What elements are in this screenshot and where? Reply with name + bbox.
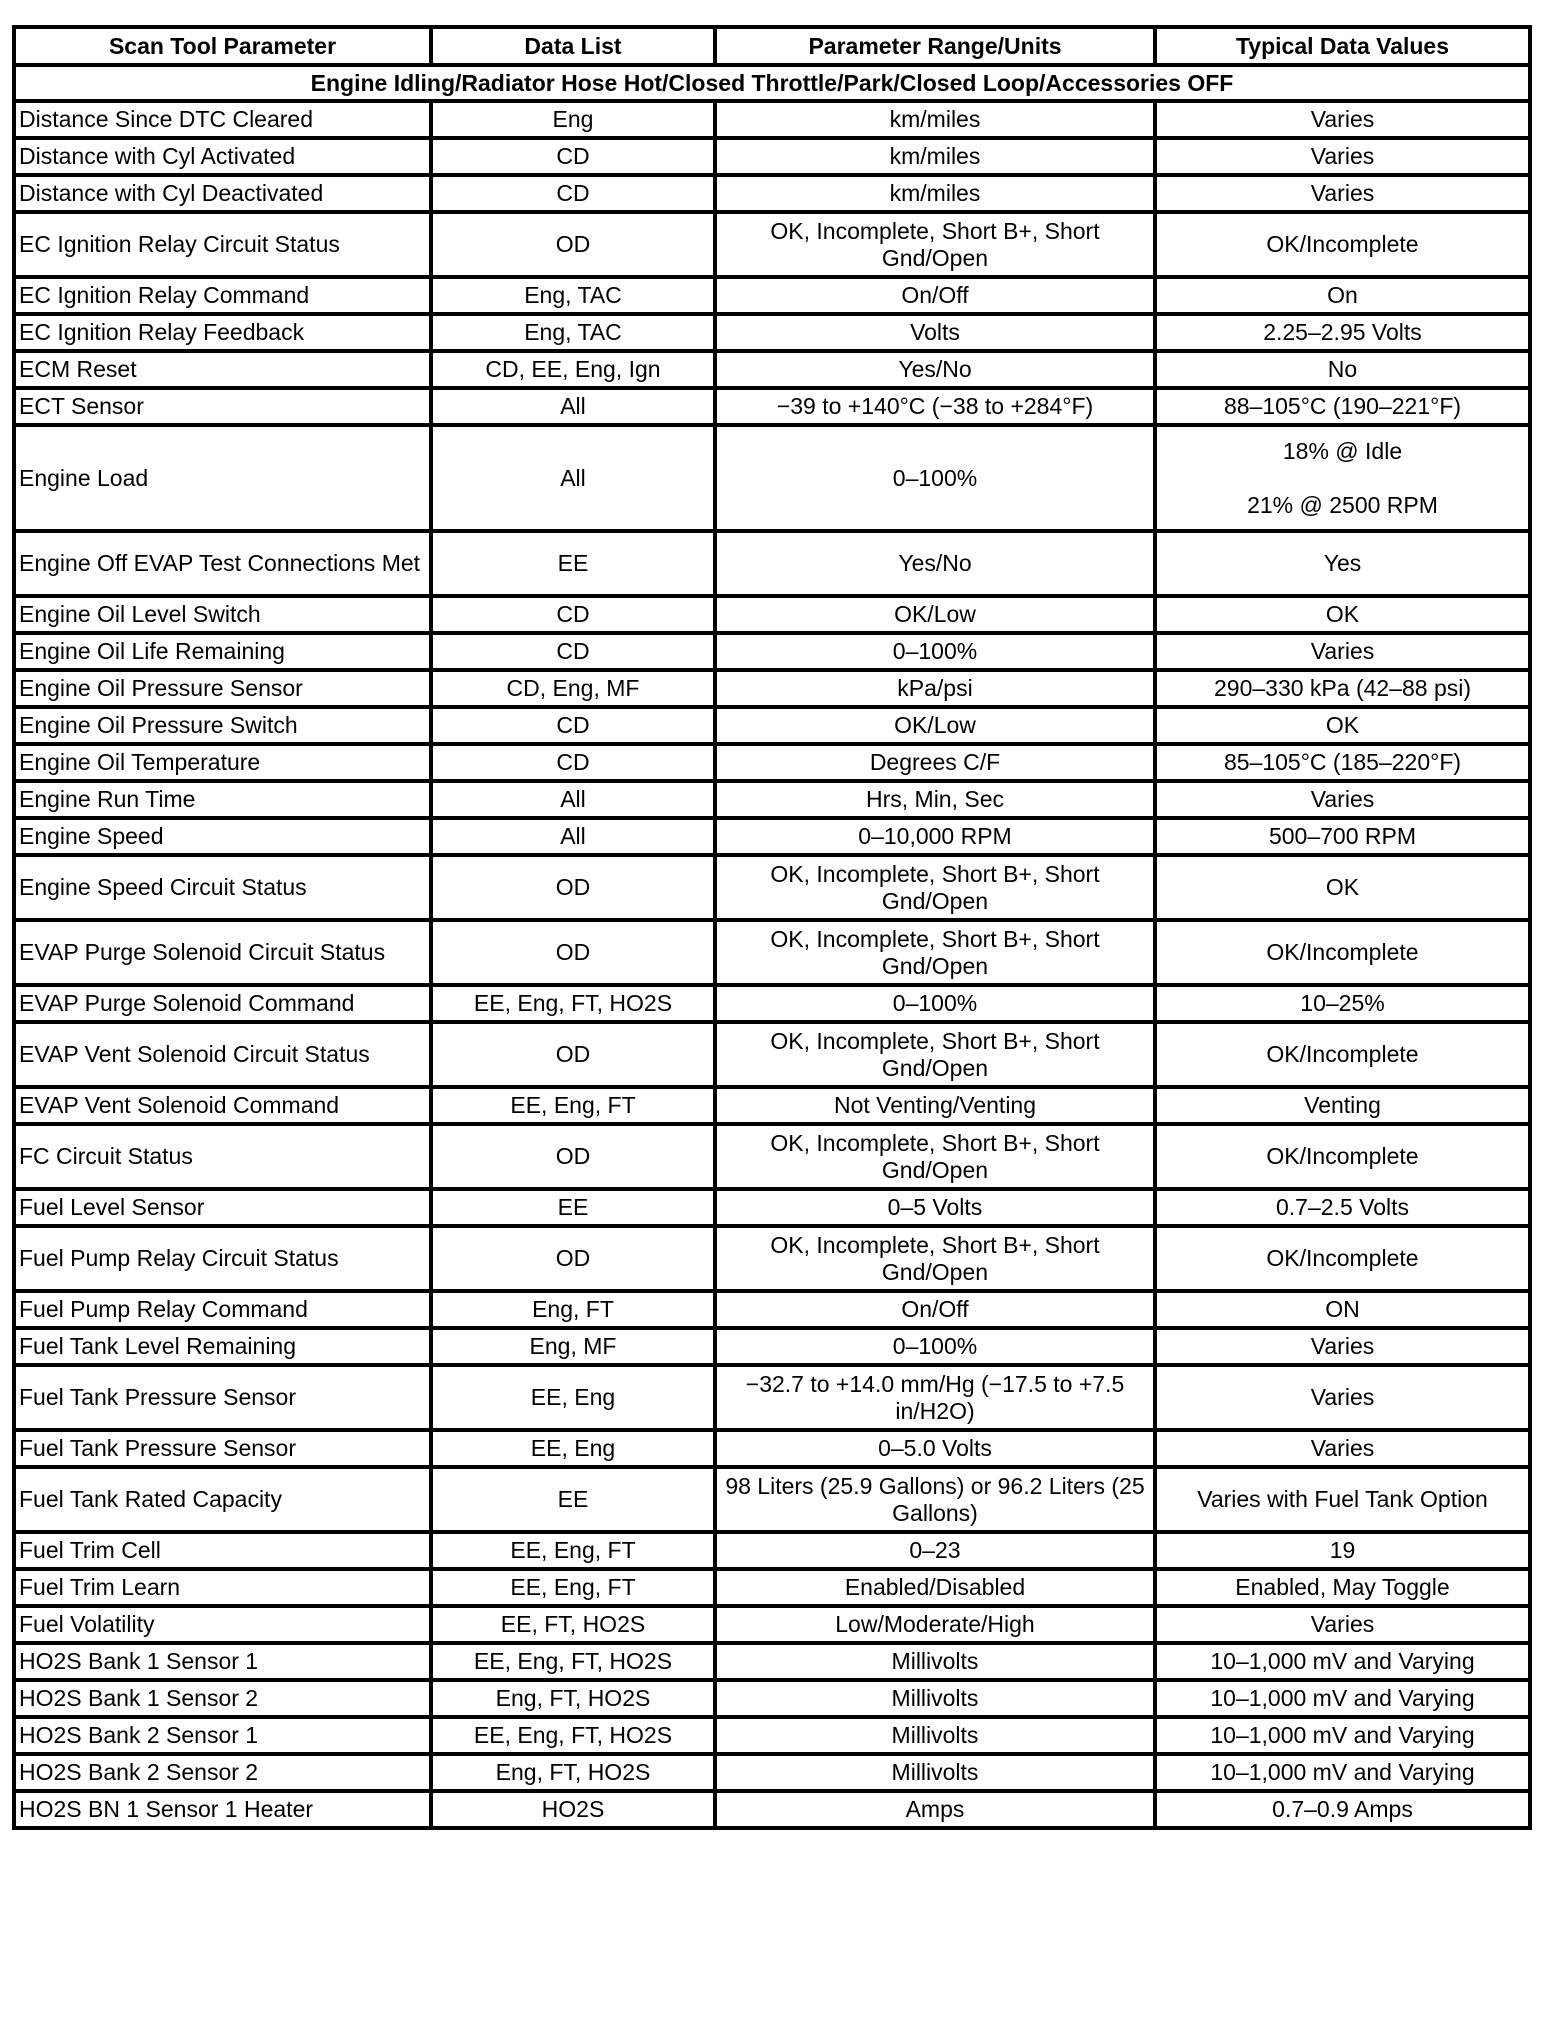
- cell-range-units: OK, Incomplete, Short B+, Short Gnd/Open: [715, 1124, 1155, 1189]
- line-gap: [1161, 465, 1524, 492]
- column-header-parameter: Scan Tool Parameter: [14, 27, 431, 65]
- cell-typical-values: 290–330 kPa (42–88 psi): [1155, 670, 1530, 707]
- cell-data-list: EE, Eng: [431, 1430, 715, 1467]
- cell-typical-values: Varies: [1155, 1606, 1530, 1643]
- cell-typical-values: Varies: [1155, 175, 1530, 212]
- cell-typical-values: Varies: [1155, 781, 1530, 818]
- cell-range-units: 98 Liters (25.9 Gallons) or 96.2 Liters (25 Gallons): [715, 1467, 1155, 1532]
- cell-typical-values: Varies: [1155, 1430, 1530, 1467]
- table-row: [14, 1189, 1530, 1226]
- cell-parameter: Fuel Tank Pressure Sensor: [14, 1430, 431, 1467]
- cell-range-units: Amps: [715, 1791, 1155, 1828]
- table-row: [14, 633, 1530, 670]
- cell-typical-values: 19: [1155, 1532, 1530, 1569]
- cell-parameter: ECT Sensor: [14, 388, 431, 425]
- cell-data-list: CD: [431, 175, 715, 212]
- cell-range-units: Yes/No: [715, 531, 1155, 596]
- cell-parameter: Distance Since DTC Cleared: [14, 101, 431, 138]
- cell-parameter: HO2S Bank 1 Sensor 2: [14, 1680, 431, 1717]
- cell-data-list: EE, Eng: [431, 1365, 715, 1430]
- cell-parameter: EC Ignition Relay Command: [14, 277, 431, 314]
- cell-parameter: Fuel Tank Level Remaining: [14, 1328, 431, 1365]
- table-row: [14, 101, 1530, 138]
- cell-parameter: Engine Oil Pressure Switch: [14, 707, 431, 744]
- table-row: [14, 531, 1530, 596]
- cell-range-units: 0–100%: [715, 985, 1155, 1022]
- cell-typical-values: 85–105°C (185–220°F): [1155, 744, 1530, 781]
- cell-parameter: HO2S Bank 2 Sensor 1: [14, 1717, 431, 1754]
- cell-typical-values: OK: [1155, 707, 1530, 744]
- cell-range-units: 0–5 Volts: [715, 1189, 1155, 1226]
- cell-typical-values: [1155, 425, 1530, 531]
- cell-range-units: Hrs, Min, Sec: [715, 781, 1155, 818]
- cell-range-units: Millivolts: [715, 1680, 1155, 1717]
- cell-data-list: EE, Eng, FT, HO2S: [431, 985, 715, 1022]
- cell-data-list: All: [431, 425, 715, 531]
- table-row: [14, 212, 1530, 277]
- cell-range-units: Enabled/Disabled: [715, 1569, 1155, 1606]
- cell-range-units: 0–23: [715, 1532, 1155, 1569]
- cell-data-list: Eng, FT, HO2S: [431, 1680, 715, 1717]
- test-condition-row: [14, 65, 1530, 101]
- cell-parameter: Distance with Cyl Activated: [14, 138, 431, 175]
- cell-typical-values: OK/Incomplete: [1155, 1226, 1530, 1291]
- table-row: [14, 1365, 1530, 1430]
- table-row: [14, 175, 1530, 212]
- cell-data-list: CD, EE, Eng, Ign: [431, 351, 715, 388]
- table-row: [14, 818, 1530, 855]
- cell-range-units: km/miles: [715, 138, 1155, 175]
- cell-range-units: Millivolts: [715, 1643, 1155, 1680]
- scan-tool-data-table: [12, 25, 1532, 1830]
- cell-range-units: kPa/psi: [715, 670, 1155, 707]
- table-body: [14, 65, 1530, 1828]
- cell-data-list: OD: [431, 920, 715, 985]
- cell-parameter: Engine Oil Temperature: [14, 744, 431, 781]
- cell-range-units: 0–5.0 Volts: [715, 1430, 1155, 1467]
- cell-data-list: Eng, FT, HO2S: [431, 1754, 715, 1791]
- table-row: [14, 707, 1530, 744]
- cell-typical-values: No: [1155, 351, 1530, 388]
- cell-parameter: EVAP Purge Solenoid Command: [14, 985, 431, 1022]
- cell-data-list: OD: [431, 1124, 715, 1189]
- cell-typical-values: OK/Incomplete: [1155, 1124, 1530, 1189]
- cell-parameter: HO2S Bank 1 Sensor 1: [14, 1643, 431, 1680]
- cell-parameter: HO2S BN 1 Sensor 1 Heater: [14, 1791, 431, 1828]
- cell-data-list: EE: [431, 531, 715, 596]
- table-row: [14, 781, 1530, 818]
- cell-parameter: EC Ignition Relay Circuit Status: [14, 212, 431, 277]
- cell-parameter: Fuel Tank Pressure Sensor: [14, 1365, 431, 1430]
- cell-typical-values: Varies: [1155, 138, 1530, 175]
- cell-typical-values: Varies: [1155, 101, 1530, 138]
- table-row: [14, 1226, 1530, 1291]
- cell-range-units: Millivolts: [715, 1717, 1155, 1754]
- cell-range-units: km/miles: [715, 101, 1155, 138]
- cell-data-list: All: [431, 781, 715, 818]
- cell-range-units: 0–10,000 RPM: [715, 818, 1155, 855]
- cell-data-list: All: [431, 388, 715, 425]
- table-row: [14, 855, 1530, 920]
- cell-parameter: Fuel Volatility: [14, 1606, 431, 1643]
- column-header-range-units: Parameter Range/Units: [715, 27, 1155, 65]
- table-row: [14, 314, 1530, 351]
- cell-parameter: Engine Oil Pressure Sensor: [14, 670, 431, 707]
- cell-data-list: OD: [431, 212, 715, 277]
- cell-range-units: Low/Moderate/High: [715, 1606, 1155, 1643]
- cell-parameter: EVAP Vent Solenoid Circuit Status: [14, 1022, 431, 1087]
- cell-range-units: Millivolts: [715, 1754, 1155, 1791]
- cell-parameter: EVAP Purge Solenoid Circuit Status: [14, 920, 431, 985]
- cell-parameter: Engine Load: [14, 425, 431, 531]
- cell-data-list: EE, Eng, FT: [431, 1532, 715, 1569]
- cell-typical-values: 10–1,000 mV and Varying: [1155, 1717, 1530, 1754]
- column-header-typical-values: Typical Data Values: [1155, 27, 1530, 65]
- cell-parameter: Engine Oil Life Remaining: [14, 633, 431, 670]
- cell-parameter: Fuel Trim Learn: [14, 1569, 431, 1606]
- cell-data-list: CD: [431, 744, 715, 781]
- cell-parameter: Fuel Tank Rated Capacity: [14, 1467, 431, 1532]
- cell-data-list: EE, Eng, FT: [431, 1569, 715, 1606]
- table-row: [14, 1717, 1530, 1754]
- table-row: [14, 1532, 1530, 1569]
- typical-value-line: 21% @ 2500 RPM: [1247, 491, 1438, 518]
- cell-parameter: HO2S Bank 2 Sensor 2: [14, 1754, 431, 1791]
- cell-range-units: OK, Incomplete, Short B+, Short Gnd/Open: [715, 855, 1155, 920]
- cell-data-list: OD: [431, 1022, 715, 1087]
- cell-range-units: On/Off: [715, 277, 1155, 314]
- table-row: [14, 277, 1530, 314]
- cell-typical-values: On: [1155, 277, 1530, 314]
- cell-parameter: Engine Off EVAP Test Connections Met: [14, 531, 431, 596]
- cell-data-list: CD: [431, 138, 715, 175]
- cell-data-list: Eng, TAC: [431, 277, 715, 314]
- cell-data-list: CD, Eng, MF: [431, 670, 715, 707]
- cell-typical-values: Varies with Fuel Tank Option: [1155, 1467, 1530, 1532]
- cell-typical-values: 10–1,000 mV and Varying: [1155, 1680, 1530, 1717]
- cell-data-list: Eng, MF: [431, 1328, 715, 1365]
- cell-range-units: km/miles: [715, 175, 1155, 212]
- table-row: [14, 920, 1530, 985]
- cell-data-list: EE, Eng, FT: [431, 1087, 715, 1124]
- cell-data-list: EE: [431, 1189, 715, 1226]
- cell-range-units: −32.7 to +14.0 mm/Hg (−17.5 to +7.5 in/H2O): [715, 1365, 1155, 1430]
- table-row: [14, 1328, 1530, 1365]
- table-row: [14, 1606, 1530, 1643]
- cell-data-list: Eng, FT: [431, 1291, 715, 1328]
- cell-data-list: Eng, TAC: [431, 314, 715, 351]
- table-row: [14, 744, 1530, 781]
- cell-typical-values: 500–700 RPM: [1155, 818, 1530, 855]
- table-row: [14, 1569, 1530, 1606]
- cell-typical-values: 2.25–2.95 Volts: [1155, 314, 1530, 351]
- cell-data-list: OD: [431, 1226, 715, 1291]
- cell-range-units: Not Venting/Venting: [715, 1087, 1155, 1124]
- table-row: [14, 1791, 1530, 1828]
- cell-typical-values: Varies: [1155, 633, 1530, 670]
- cell-typical-values: OK/Incomplete: [1155, 920, 1530, 985]
- table-row: [14, 985, 1530, 1022]
- cell-data-list: All: [431, 818, 715, 855]
- cell-parameter: Fuel Pump Relay Command: [14, 1291, 431, 1328]
- cell-typical-values: OK: [1155, 855, 1530, 920]
- table-header-row: [14, 27, 1530, 65]
- cell-typical-values: OK/Incomplete: [1155, 1022, 1530, 1087]
- test-condition-label: Engine Idling/Radiator Hose Hot/Closed Throttle/Park/Closed Loop/Accessories OFF: [14, 65, 1530, 101]
- table-row: [14, 1680, 1530, 1717]
- cell-parameter: Fuel Trim Cell: [14, 1532, 431, 1569]
- cell-parameter: Engine Run Time: [14, 781, 431, 818]
- cell-range-units: OK/Low: [715, 707, 1155, 744]
- table-row: [14, 1430, 1530, 1467]
- cell-typical-values: ON: [1155, 1291, 1530, 1328]
- cell-range-units: OK, Incomplete, Short B+, Short Gnd/Open: [715, 212, 1155, 277]
- table-row: [14, 1643, 1530, 1680]
- cell-typical-values: 10–25%: [1155, 985, 1530, 1022]
- cell-typical-values: Varies: [1155, 1365, 1530, 1430]
- cell-parameter: EVAP Vent Solenoid Command: [14, 1087, 431, 1124]
- cell-data-list: EE, Eng, FT, HO2S: [431, 1643, 715, 1680]
- cell-data-list: Eng: [431, 101, 715, 138]
- typical-value-line: 18% @ Idle: [1282, 437, 1403, 464]
- cell-parameter: Fuel Pump Relay Circuit Status: [14, 1226, 431, 1291]
- cell-parameter: Distance with Cyl Deactivated: [14, 175, 431, 212]
- cell-data-list: HO2S: [431, 1791, 715, 1828]
- cell-range-units: −39 to +140°C (−38 to +284°F): [715, 388, 1155, 425]
- cell-typical-values: OK/Incomplete: [1155, 212, 1530, 277]
- table-row: [14, 425, 1530, 531]
- cell-range-units: 0–100%: [715, 1328, 1155, 1365]
- cell-data-list: EE, Eng, FT, HO2S: [431, 1717, 715, 1754]
- cell-parameter: ECM Reset: [14, 351, 431, 388]
- cell-data-list: OD: [431, 855, 715, 920]
- cell-range-units: OK, Incomplete, Short B+, Short Gnd/Open: [715, 1226, 1155, 1291]
- table-row: [14, 388, 1530, 425]
- table-row: [14, 351, 1530, 388]
- table-row: [14, 596, 1530, 633]
- cell-range-units: 0–100%: [715, 633, 1155, 670]
- cell-typical-values: Varies: [1155, 1328, 1530, 1365]
- cell-data-list: EE: [431, 1467, 715, 1532]
- cell-data-list: CD: [431, 596, 715, 633]
- cell-data-list: EE, FT, HO2S: [431, 1606, 715, 1643]
- cell-data-list: CD: [431, 707, 715, 744]
- table-row: [14, 1087, 1530, 1124]
- cell-range-units: Yes/No: [715, 351, 1155, 388]
- cell-parameter: Engine Oil Level Switch: [14, 596, 431, 633]
- cell-typical-values: OK: [1155, 596, 1530, 633]
- cell-typical-values: Enabled, May Toggle: [1155, 1569, 1530, 1606]
- table-row: [14, 1467, 1530, 1532]
- cell-typical-values: 10–1,000 mV and Varying: [1155, 1643, 1530, 1680]
- table-row: [14, 1754, 1530, 1791]
- table-row: [14, 1291, 1530, 1328]
- table-row: [14, 1124, 1530, 1189]
- cell-range-units: Degrees C/F: [715, 744, 1155, 781]
- cell-range-units: OK/Low: [715, 596, 1155, 633]
- table-row: [14, 138, 1530, 175]
- cell-data-list: CD: [431, 633, 715, 670]
- cell-parameter: Fuel Level Sensor: [14, 1189, 431, 1226]
- cell-typical-values: 10–1,000 mV and Varying: [1155, 1754, 1530, 1791]
- cell-range-units: Volts: [715, 314, 1155, 351]
- cell-range-units: OK, Incomplete, Short B+, Short Gnd/Open: [715, 920, 1155, 985]
- cell-parameter: FC Circuit Status: [14, 1124, 431, 1189]
- cell-typical-values: 0.7–0.9 Amps: [1155, 1791, 1530, 1828]
- cell-parameter: Engine Speed: [14, 818, 431, 855]
- cell-parameter: Engine Speed Circuit Status: [14, 855, 431, 920]
- cell-range-units: 0–100%: [715, 425, 1155, 531]
- table-row: [14, 670, 1530, 707]
- cell-range-units: On/Off: [715, 1291, 1155, 1328]
- cell-typical-values: 88–105°C (190–221°F): [1155, 388, 1530, 425]
- column-header-data-list: Data List: [431, 27, 715, 65]
- table-row: [14, 1022, 1530, 1087]
- cell-typical-values: Venting: [1155, 1087, 1530, 1124]
- cell-typical-values: Yes: [1155, 531, 1530, 596]
- cell-range-units: OK, Incomplete, Short B+, Short Gnd/Open: [715, 1022, 1155, 1087]
- cell-typical-values: 0.7–2.5 Volts: [1155, 1189, 1530, 1226]
- cell-parameter: EC Ignition Relay Feedback: [14, 314, 431, 351]
